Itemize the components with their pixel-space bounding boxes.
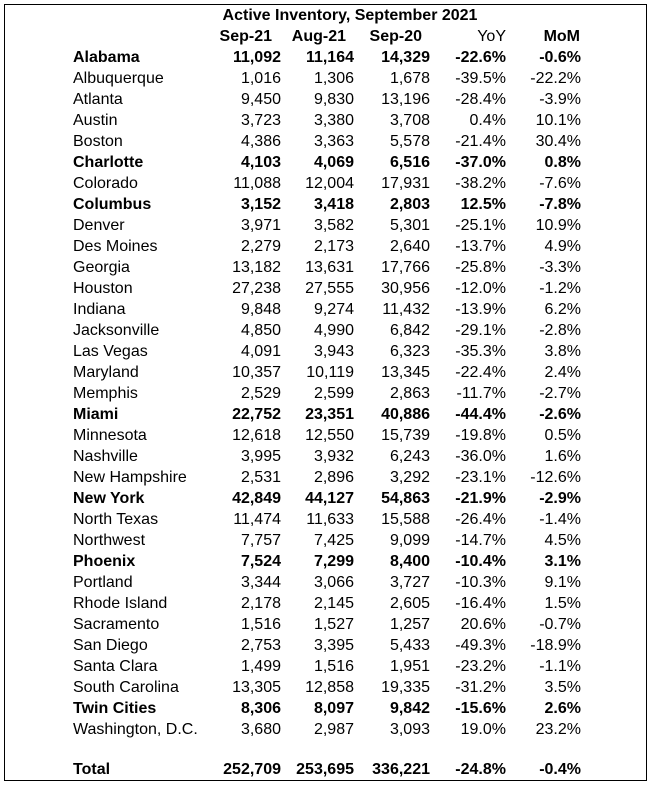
row-mom: 0.5% [544,427,581,444]
row-mom: 3.8% [544,343,581,360]
row-sep21: 3,152 [240,196,281,213]
table-row [0,593,653,614]
table-row [0,236,653,257]
row-aug21: 8,097 [313,700,354,717]
row-mom: 30.4% [535,133,581,150]
row-mom: 4.9% [544,238,581,255]
row-sep21: 3,680 [240,721,281,738]
table-row [0,614,653,635]
row-name: Alabama [73,49,140,66]
row-yoy: -21.9% [455,490,506,507]
table-row [0,404,653,425]
header-yoy: YoY [477,28,506,45]
table-row [0,110,653,131]
row-name: New York [73,490,145,507]
row-yoy: -15.6% [455,700,506,717]
row-yoy: -13.7% [455,238,506,255]
row-mom: 0.8% [544,154,581,171]
row-sep21: 7,524 [240,553,281,570]
row-sep21: 11,092 [232,49,281,66]
row-sep21: 4,850 [240,322,281,339]
row-name: Sacramento [73,616,160,633]
row-sep20: 6,842 [389,322,430,339]
row-aug21: 3,363 [313,133,354,150]
row-mom: -1.2% [539,280,581,297]
row-name: Northwest [73,532,146,549]
table-row [0,278,653,299]
table-row [0,509,653,530]
table-row [0,215,653,236]
row-name: Phoenix [73,553,136,570]
row-yoy: -11.7% [456,385,506,402]
row-yoy: -35.3% [455,343,506,360]
row-name: Austin [73,112,118,129]
row-sep20: 17,931 [381,175,430,192]
row-yoy: 19.0% [460,721,506,738]
row-name: Jacksonville [73,322,160,339]
row-aug21: 3,380 [313,112,354,129]
row-sep21: 3,723 [240,112,281,129]
row-sep21: 1,499 [240,658,281,675]
row-aug21: 1,306 [313,70,354,87]
row-name: San Diego [73,637,148,654]
row-sep20: 3,093 [389,721,430,738]
row-name: Washington, D.C. [73,721,198,738]
row-mom: 2.4% [544,364,581,381]
row-yoy: -21.4% [455,133,506,150]
row-aug21: 23,351 [305,406,354,423]
row-aug21: 3,582 [313,217,354,234]
total-sep20: 336,221 [372,761,430,778]
row-mom: 1.5% [544,595,581,612]
row-name: Des Moines [73,238,158,255]
row-sep20: 6,516 [389,154,430,171]
table-row [0,47,653,68]
row-mom: 9.1% [544,574,581,591]
row-aug21: 3,418 [313,196,354,213]
row-yoy: -14.7% [455,532,506,549]
row-sep20: 2,640 [389,238,430,255]
row-mom: -0.6% [539,49,581,66]
row-name: Twin Cities [73,700,157,717]
row-sep20: 5,578 [389,133,430,150]
row-aug21: 27,555 [305,280,354,297]
row-sep21: 2,279 [240,238,281,255]
row-yoy: -28.4% [455,91,506,108]
row-mom: -12.6% [530,469,581,486]
row-aug21: 11,164 [305,49,354,66]
row-name: North Texas [73,511,159,528]
table-row [0,194,653,215]
row-aug21: 3,932 [313,448,354,465]
row-aug21: 12,004 [305,175,354,192]
row-sep21: 3,995 [240,448,281,465]
row-aug21: 10,119 [306,364,354,381]
row-sep21: 4,103 [240,154,281,171]
row-yoy: 0.4% [469,112,506,129]
row-sep21: 2,529 [240,385,281,402]
row-sep20: 8,400 [389,553,430,570]
row-sep21: 2,753 [240,637,281,654]
table-row [0,152,653,173]
row-yoy: -37.0% [455,154,506,171]
row-aug21: 7,299 [313,553,354,570]
row-name: Santa Clara [73,658,158,675]
row-aug21: 12,858 [305,679,354,696]
row-yoy: 12.5% [460,196,506,213]
row-sep20: 15,739 [381,427,430,444]
header-aug21: Aug-21 [291,28,346,45]
header-sep20: Sep-20 [369,28,422,45]
row-name: Albuquerque [73,70,164,87]
total-yoy: -24.8% [455,761,506,778]
row-sep21: 11,088 [233,175,281,192]
row-sep21: 7,757 [240,532,281,549]
table-row [0,173,653,194]
row-aug21: 7,425 [313,532,354,549]
row-yoy: -10.3% [455,574,506,591]
row-mom: 3.1% [544,553,581,570]
row-sep20: 19,335 [381,679,430,696]
row-sep20: 5,433 [389,637,430,654]
table-row [0,551,653,572]
row-aug21: 4,990 [313,322,354,339]
table-row [0,131,653,152]
row-mom: -1.4% [539,511,581,528]
table-row [0,572,653,593]
row-sep21: 9,450 [240,91,281,108]
table-row [0,341,653,362]
row-name: Las Vegas [73,343,148,360]
row-aug21: 2,145 [313,595,354,612]
row-name: Georgia [73,259,130,276]
row-yoy: -26.4% [455,511,506,528]
row-yoy: -23.2% [455,658,506,675]
row-mom: -2.7% [539,385,581,402]
row-name: Miami [73,406,119,423]
total-row [0,759,653,780]
row-mom: 2.6% [544,700,581,717]
row-sep21: 10,357 [232,364,281,381]
row-mom: -2.8% [539,322,581,339]
row-mom: -3.3% [539,259,581,276]
row-sep21: 13,305 [232,679,281,696]
row-sep20: 40,886 [381,406,430,423]
row-yoy: -49.3% [455,637,506,654]
row-sep21: 1,016 [240,70,281,87]
row-sep20: 1,951 [389,658,430,675]
row-aug21: 2,896 [313,469,354,486]
row-yoy: -12.0% [455,280,506,297]
row-aug21: 11,633 [306,511,354,528]
row-mom: -7.6% [539,175,581,192]
row-sep20: 2,803 [389,196,430,213]
row-mom: 3.5% [544,679,581,696]
row-aug21: 12,550 [305,427,354,444]
row-mom: -2.9% [539,490,581,507]
row-yoy: -31.2% [455,679,506,696]
row-aug21: 2,987 [313,721,354,738]
row-aug21: 1,527 [313,616,354,633]
row-mom: -7.8% [539,196,581,213]
row-sep20: 30,956 [381,280,430,297]
table-row [0,677,653,698]
row-sep20: 9,099 [389,532,430,549]
table-row [0,488,653,509]
row-name: Atlanta [73,91,123,108]
row-name: Boston [73,133,123,150]
row-yoy: -25.1% [455,217,506,234]
row-sep21: 22,752 [232,406,281,423]
row-mom: -3.9% [539,91,581,108]
row-mom: -18.9% [530,637,581,654]
row-mom: -22.2% [530,70,581,87]
row-aug21: 44,127 [305,490,354,507]
header-row [0,26,653,47]
row-sep21: 2,531 [240,469,281,486]
table-row [0,719,653,740]
row-yoy: -36.0% [455,448,506,465]
row-name: Columbus [73,196,152,213]
row-aug21: 9,830 [313,91,354,108]
row-sep20: 13,196 [381,91,430,108]
row-name: Houston [73,280,133,297]
row-yoy: -16.4% [455,595,506,612]
row-mom: 6.2% [544,301,581,318]
row-name: Indiana [73,301,126,318]
row-sep20: 17,766 [381,259,430,276]
row-yoy: -22.4% [455,364,506,381]
table-title: Active Inventory, September 2021 [222,7,478,24]
row-mom: -2.6% [539,406,581,423]
row-sep21: 13,182 [232,259,281,276]
row-yoy: -29.1% [455,322,506,339]
row-sep21: 1,516 [240,616,281,633]
row-sep21: 3,971 [240,217,281,234]
row-mom: -1.1% [539,658,581,675]
row-aug21: 2,173 [313,238,354,255]
row-sep21: 8,306 [240,700,281,717]
row-sep21: 4,386 [240,133,281,150]
row-yoy: -19.8% [455,427,506,444]
row-yoy: -38.2% [455,175,506,192]
row-sep20: 5,301 [389,217,430,234]
row-sep21: 12,618 [232,427,281,444]
table-row [0,635,653,656]
row-aug21: 4,069 [313,154,354,171]
row-sep20: 54,863 [381,490,430,507]
table-row [0,89,653,110]
row-sep21: 27,238 [232,280,281,297]
row-name: Portland [73,574,133,591]
row-sep20: 15,588 [381,511,430,528]
row-name: Maryland [73,364,139,381]
table-row [0,299,653,320]
row-name: New Hampshire [73,469,187,486]
row-yoy: -23.1% [455,469,506,486]
row-sep20: 6,323 [389,343,430,360]
row-yoy: -25.8% [455,259,506,276]
row-mom: 1.6% [544,448,581,465]
row-mom: 10.1% [535,112,581,129]
table-row [0,530,653,551]
table-row [0,698,653,719]
header-mom: MoM [543,28,580,45]
row-sep21: 11,474 [233,511,281,528]
row-aug21: 2,599 [313,385,354,402]
row-sep21: 9,848 [240,301,281,318]
row-mom: 10.9% [535,217,581,234]
row-aug21: 13,631 [305,259,354,276]
table-row [0,320,653,341]
row-name: Denver [73,217,125,234]
row-sep20: 2,605 [389,595,430,612]
row-aug21: 9,274 [313,301,354,318]
row-yoy: -13.9% [455,301,506,318]
row-mom: 4.5% [544,532,581,549]
header-sep21: Sep-21 [219,28,272,45]
row-sep20: 11,432 [382,301,430,318]
total-sep21: 252,709 [223,761,281,778]
total-label: Total [73,761,111,778]
row-sep20: 3,292 [389,469,430,486]
row-name: Rhode Island [73,595,168,612]
table-row [0,68,653,89]
row-sep21: 42,849 [232,490,281,507]
row-yoy: -10.4% [455,553,506,570]
row-name: Charlotte [73,154,144,171]
row-aug21: 3,943 [313,343,354,360]
table-row [0,656,653,677]
row-yoy: -44.4% [455,406,506,423]
row-mom: -0.7% [539,616,581,633]
row-sep20: 3,727 [389,574,430,591]
row-sep20: 2,863 [389,385,430,402]
row-name: South Carolina [73,679,179,696]
row-sep21: 4,091 [240,343,281,360]
row-sep21: 2,178 [240,595,281,612]
row-aug21: 3,066 [313,574,354,591]
row-yoy: -39.5% [455,70,506,87]
table-row [0,446,653,467]
table-row [0,362,653,383]
row-sep21: 3,344 [240,574,281,591]
row-name: Colorado [73,175,138,192]
row-sep20: 6,243 [389,448,430,465]
row-sep20: 1,678 [389,70,430,87]
total-mom: -0.4% [539,761,581,778]
row-sep20: 14,329 [381,49,430,66]
total-aug21: 253,695 [296,761,354,778]
row-name: Minnesota [73,427,147,444]
table-row [0,383,653,404]
row-name: Memphis [73,385,138,402]
table-row [0,425,653,446]
row-sep20: 1,257 [389,616,430,633]
row-yoy: -22.6% [455,49,506,66]
row-name: Nashville [73,448,138,465]
row-yoy: 20.6% [460,616,506,633]
row-sep20: 13,345 [381,364,430,381]
row-sep20: 3,708 [389,112,430,129]
row-mom: 23.2% [535,721,581,738]
row-sep20: 9,842 [389,700,430,717]
row-aug21: 3,395 [313,637,354,654]
table-row [0,257,653,278]
row-aug21: 1,516 [313,658,354,675]
table-row [0,467,653,488]
